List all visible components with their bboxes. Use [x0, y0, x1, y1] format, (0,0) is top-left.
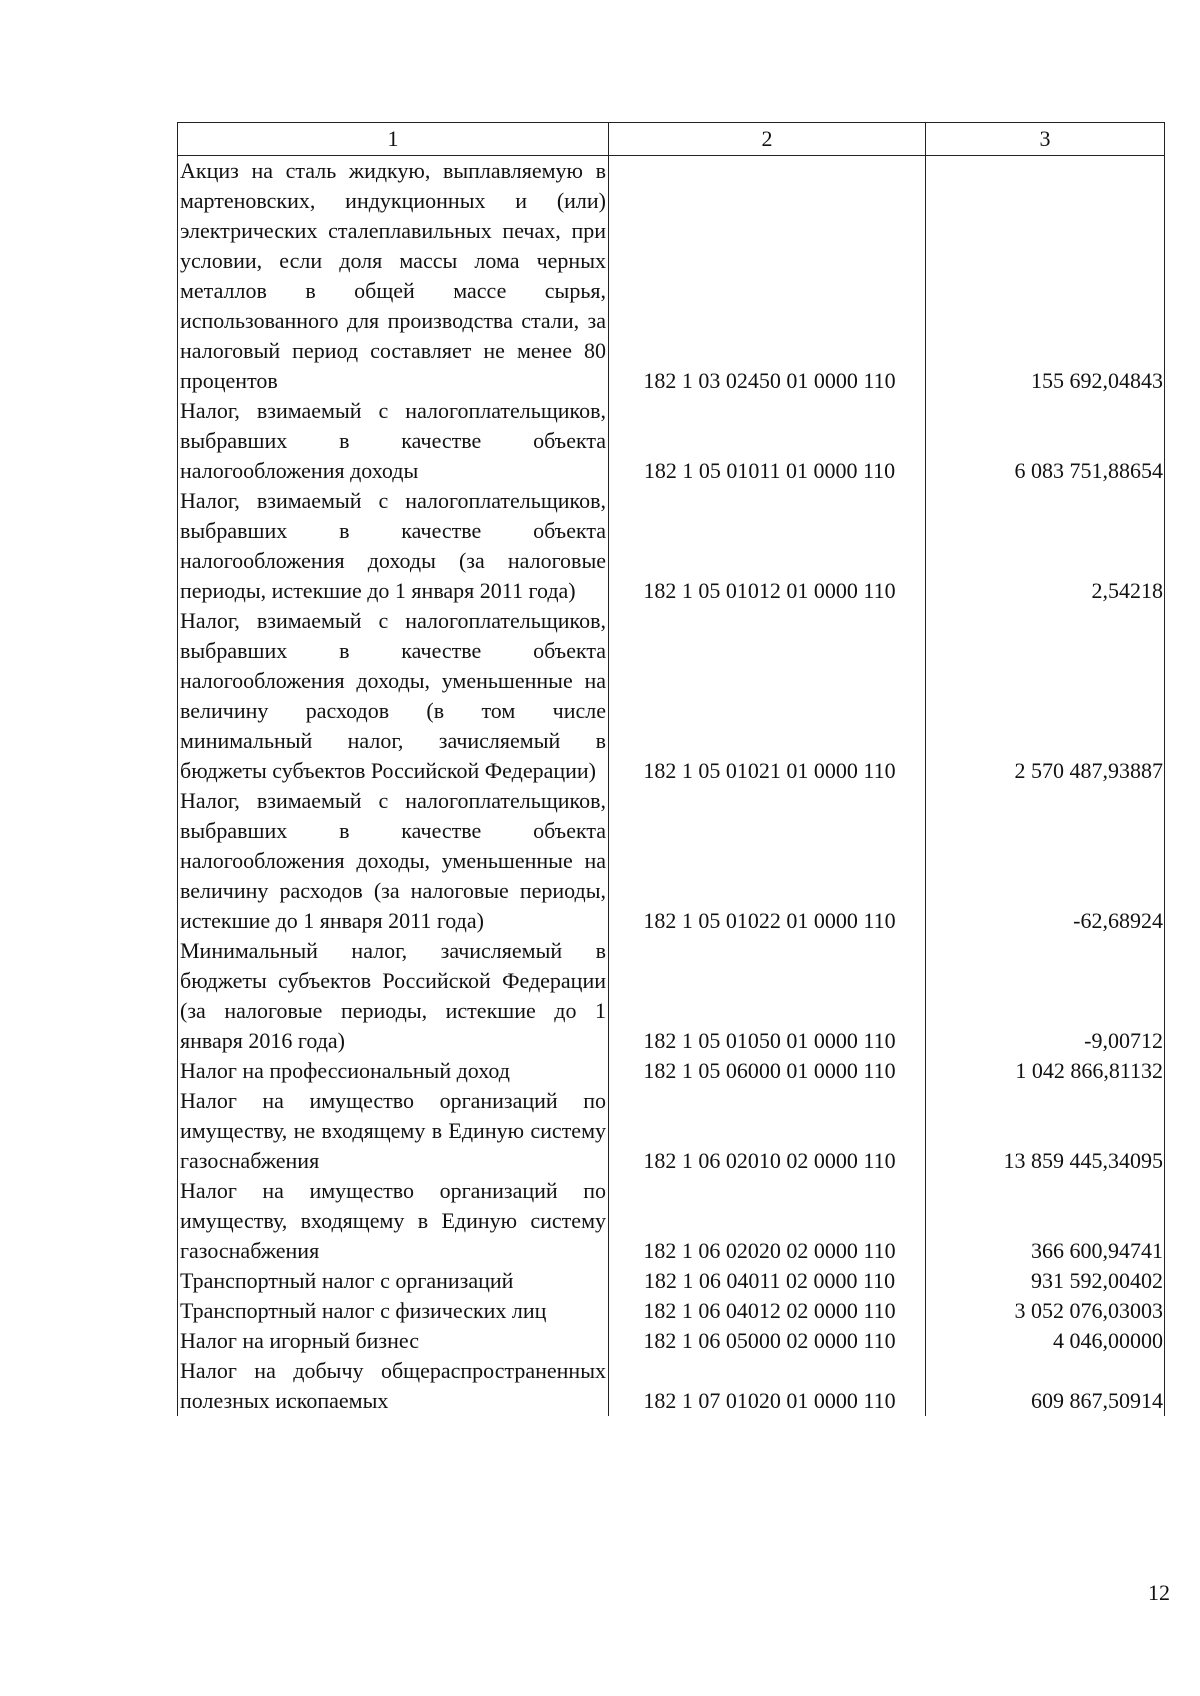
- tax-name: Налог на профессиональный доход: [178, 1056, 609, 1086]
- amount: 2 570 487,93887: [926, 606, 1165, 786]
- table-row: [178, 1296, 1165, 1326]
- table-row: [178, 1326, 1165, 1356]
- amount: 931 592,00402: [926, 1266, 1165, 1296]
- table-row: [178, 1176, 1165, 1266]
- budget-classification-code: 182 1 05 01012 01 0000 110: [609, 486, 926, 606]
- budget-classification-code: 182 1 03 02450 01 0000 110: [609, 156, 926, 397]
- header-col-3: 3: [926, 123, 1165, 156]
- budget-classification-code: 182 1 05 06000 01 0000 110: [609, 1056, 926, 1086]
- amount: 4 046,00000: [926, 1326, 1165, 1356]
- budget-classification-code: 182 1 05 01050 01 0000 110: [609, 936, 926, 1056]
- amount: 3 052 076,03003: [926, 1296, 1165, 1326]
- table-row: [178, 606, 1165, 786]
- budget-classification-code: 182 1 06 04011 02 0000 110: [609, 1266, 926, 1296]
- amount: 2,54218: [926, 486, 1165, 606]
- amount: 155 692,04843: [926, 156, 1165, 397]
- budget-classification-code: 182 1 06 05000 02 0000 110: [609, 1326, 926, 1356]
- tax-name: Акциз на сталь жидкую, выплавляемую в мартеновских, индукционных и (или) электрических сталеплавильных печах, при условии, если доля массы лома черных металлов в общей массе сырья, использованного для производства стали, за налоговый период составляет не менее 80 процентов: [178, 156, 609, 397]
- amount: 13 859 445,34095: [926, 1086, 1165, 1176]
- tax-name: Налог, взимаемый с налогоплательщиков, выбравших в качестве объекта налогообложения доходы (за налоговые периоды, истекшие до 1 января 2011 года): [178, 486, 609, 606]
- budget-classification-code: 182 1 06 02010 02 0000 110: [609, 1086, 926, 1176]
- tax-name: Налог на имущество организаций по имуществу, не входящему в Единую систему газоснабжения: [178, 1086, 609, 1176]
- tax-name: Минимальный налог, зачисляемый в бюджеты субъектов Российской Федерации (за налоговые периоды, истекшие до 1 января 2016 года): [178, 936, 609, 1056]
- amount: 6 083 751,88654: [926, 396, 1165, 486]
- table-row: [178, 786, 1165, 936]
- table-row: [178, 936, 1165, 1056]
- budget-classification-code: 182 1 05 01022 01 0000 110: [609, 786, 926, 936]
- amount: -9,00712: [926, 936, 1165, 1056]
- tax-name: Налог, взимаемый с налогоплательщиков, выбравших в качестве объекта налогообложения доходы, уменьшенные на величину расходов (за налоговые периоды, истекшие до 1 января 2011 года): [178, 786, 609, 936]
- tax-name: Налог, взимаемый с налогоплательщиков, выбравших в качестве объекта налогообложения доходы: [178, 396, 609, 486]
- tax-name: Транспортный налог с физических лиц: [178, 1296, 609, 1326]
- revenue-table: [177, 122, 1165, 1416]
- tax-name: Налог, взимаемый с налогоплательщиков, выбравших в качестве объекта налогообложения доходы, уменьшенные на величину расходов (в том числе минимальный налог, зачисляемый в бюджеты субъектов Российской Федерации): [178, 606, 609, 786]
- budget-classification-code: 182 1 07 01020 01 0000 110: [609, 1356, 926, 1416]
- budget-classification-code: 182 1 06 04012 02 0000 110: [609, 1296, 926, 1326]
- amount: 609 867,50914: [926, 1356, 1165, 1416]
- amount: 366 600,94741: [926, 1176, 1165, 1266]
- amount: 1 042 866,81132: [926, 1056, 1165, 1086]
- tax-name: Налог на игорный бизнес: [178, 1326, 609, 1356]
- table-row: [178, 1266, 1165, 1296]
- header-col-2: 2: [609, 123, 926, 156]
- table-row: [178, 1356, 1165, 1416]
- tax-name: Налог на добычу общераспространенных полезных ископаемых: [178, 1356, 609, 1416]
- table-row: [178, 396, 1165, 486]
- table-row: [178, 1056, 1165, 1086]
- budget-classification-code: 182 1 05 01021 01 0000 110: [609, 606, 926, 786]
- table-row: [178, 486, 1165, 606]
- tax-name: Налог на имущество организаций по имуществу, входящему в Единую систему газоснабжения: [178, 1176, 609, 1266]
- table-header-row: [178, 123, 1165, 156]
- amount: -62,68924: [926, 786, 1165, 936]
- budget-classification-code: 182 1 05 01011 01 0000 110: [609, 396, 926, 486]
- header-col-1: 1: [178, 123, 609, 156]
- table-row: [178, 156, 1165, 397]
- page-number: 12: [1148, 1580, 1170, 1605]
- table-row: [178, 1086, 1165, 1176]
- budget-classification-code: 182 1 06 02020 02 0000 110: [609, 1176, 926, 1266]
- tax-name: Транспортный налог с организаций: [178, 1266, 609, 1296]
